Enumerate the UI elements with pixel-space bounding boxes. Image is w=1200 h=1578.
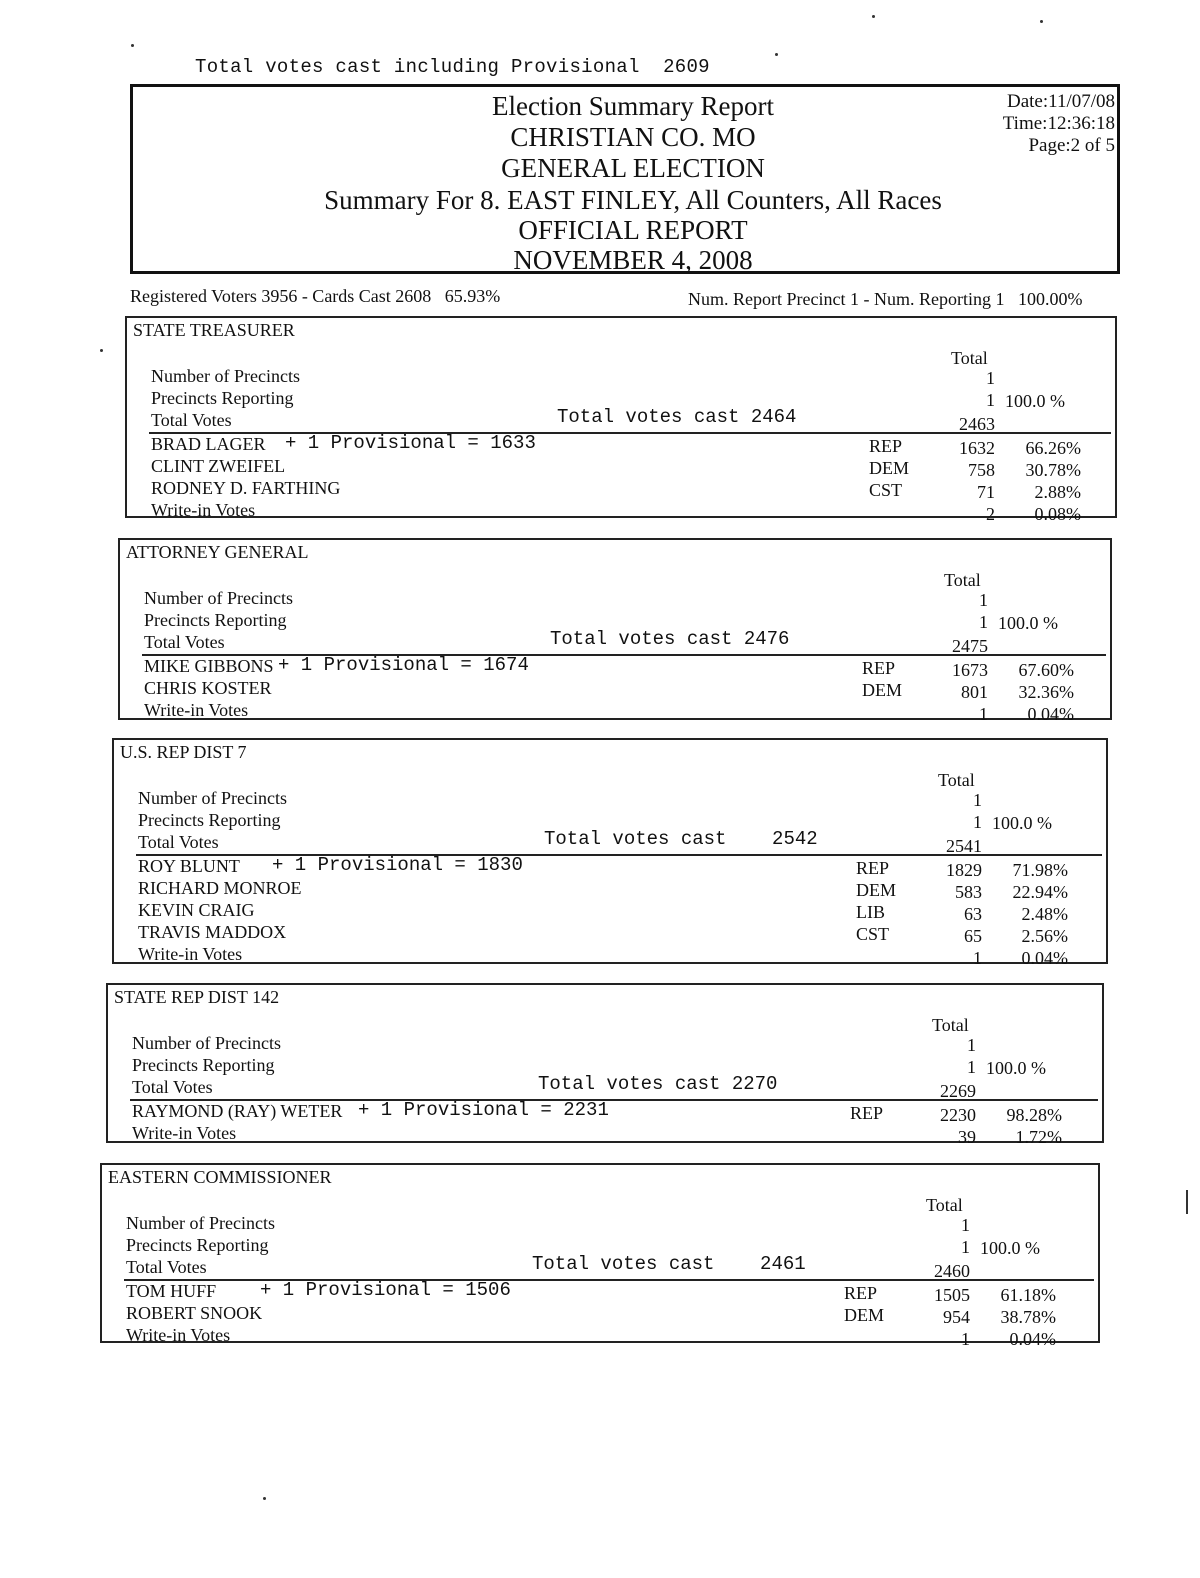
total-votes-cast-note: Total votes cast 2464 bbox=[557, 406, 797, 428]
candidate-votes: 1632 bbox=[959, 438, 995, 458]
precincts-reporting-value: 1 bbox=[973, 812, 982, 832]
num-precincts-value: 1 bbox=[961, 1215, 970, 1235]
precincts-reporting-label: Precincts Reporting bbox=[132, 1055, 275, 1075]
candidate-party: DEM bbox=[856, 880, 896, 900]
race-title: STATE REP DIST 142 bbox=[114, 987, 280, 1007]
candidate-party: REP bbox=[850, 1103, 884, 1123]
total-votes-cast-note: Total votes cast 2461 bbox=[532, 1253, 806, 1275]
candidate-votes: 1 bbox=[973, 948, 982, 968]
race-title: STATE TREASURER bbox=[133, 320, 295, 340]
candidate-votes: 2230 bbox=[940, 1105, 976, 1125]
candidate-name: MIKE GIBBONS bbox=[144, 656, 274, 676]
total-votes-label: Total Votes bbox=[144, 632, 225, 652]
candidate-votes: 71 bbox=[977, 482, 995, 502]
candidate-party: REP bbox=[844, 1283, 878, 1303]
candidate-percent: 2.56% bbox=[1021, 926, 1068, 946]
candidate-name: CLINT ZWEIFEL bbox=[151, 456, 286, 476]
num-precincts-label: Number of Precincts bbox=[126, 1213, 275, 1233]
candidate-percent: 2.88% bbox=[1034, 482, 1081, 502]
county-name: CHRISTIAN CO. MO bbox=[510, 122, 756, 152]
candidate-name: BRAD LAGER bbox=[151, 434, 266, 454]
candidate-percent: 0.04% bbox=[1009, 1329, 1056, 1349]
candidate-name: ROBERT SNOOK bbox=[126, 1303, 263, 1323]
candidate-percent: 0.04% bbox=[1021, 948, 1068, 968]
scan-speck bbox=[872, 15, 875, 18]
race-box bbox=[112, 738, 1108, 968]
candidate-name: RICHARD MONROE bbox=[138, 878, 302, 898]
candidate-party: REP bbox=[862, 658, 896, 678]
precincts-reporting-value: 1 bbox=[986, 390, 995, 410]
total-votes-value: 2541 bbox=[946, 836, 982, 856]
scan-speck bbox=[1186, 1190, 1188, 1214]
num-precincts-label: Number of Precincts bbox=[138, 788, 287, 808]
candidate-percent: 1.72% bbox=[1015, 1127, 1062, 1147]
candidate-percent: 30.78% bbox=[1025, 460, 1081, 480]
candidate-name: TOM HUFF bbox=[126, 1281, 217, 1301]
total-votes-label: Total Votes bbox=[132, 1077, 213, 1097]
total-votes-value: 2475 bbox=[952, 636, 988, 656]
precincts-reporting-label: Precincts Reporting bbox=[138, 810, 281, 830]
candidate-percent: 22.94% bbox=[1012, 882, 1068, 902]
report-title: Election Summary Report bbox=[492, 91, 774, 121]
candidate-name: KEVIN CRAIG bbox=[138, 900, 255, 920]
reporting-line bbox=[688, 289, 1082, 310]
scan-speck bbox=[775, 53, 778, 56]
num-precincts-value: 1 bbox=[967, 1035, 976, 1055]
candidate-name: CHRIS KOSTER bbox=[144, 678, 272, 698]
total-votes-cast-note: Total votes cast 2476 bbox=[550, 628, 790, 650]
candidate-percent: 98.28% bbox=[1006, 1105, 1062, 1125]
total-column-header: Total bbox=[926, 1195, 963, 1215]
candidate-party: CST bbox=[869, 480, 903, 500]
candidate-name: ROY BLUNT bbox=[138, 856, 240, 876]
total-votes-value: 2460 bbox=[934, 1261, 970, 1281]
precincts-reporting-value: 1 bbox=[979, 612, 988, 632]
candidate-name: RODNEY D. FARTHING bbox=[151, 478, 341, 498]
candidate-name: TRAVIS MADDOX bbox=[138, 922, 287, 942]
registered-voters-line: Registered Voters 3956 - Cards Cast 2608 65.93% bbox=[130, 286, 501, 306]
race-box bbox=[118, 538, 1112, 724]
precincts-reporting-value: 1 bbox=[961, 1237, 970, 1257]
candidate-party: REP bbox=[869, 436, 903, 456]
num-precincts-label: Number of Precincts bbox=[144, 588, 293, 608]
total-votes-note-value: 2609 bbox=[663, 56, 710, 78]
race-box bbox=[106, 983, 1104, 1147]
total-column-header: Total bbox=[951, 348, 988, 368]
precincts-reporting-label: Precincts Reporting bbox=[126, 1235, 269, 1255]
num-precincts-label: Number of Precincts bbox=[132, 1033, 281, 1053]
candidate-party: DEM bbox=[862, 680, 902, 700]
num-precincts-value: 1 bbox=[986, 368, 995, 388]
candidate-percent: 0.08% bbox=[1034, 504, 1081, 524]
race-box bbox=[100, 1163, 1100, 1349]
num-precincts-value: 1 bbox=[973, 790, 982, 810]
candidate-votes: 1 bbox=[979, 704, 988, 724]
total-votes-label: Total Votes bbox=[138, 832, 219, 852]
candidate-name: Write-in Votes bbox=[151, 500, 256, 520]
candidate-percent: 2.48% bbox=[1021, 904, 1068, 924]
candidate-party: DEM bbox=[869, 458, 909, 478]
candidate-percent: 0.04% bbox=[1027, 704, 1074, 724]
precincts-reporting-label: Precincts Reporting bbox=[151, 388, 294, 408]
candidate-votes: 1829 bbox=[946, 860, 982, 880]
total-votes-value: 2463 bbox=[959, 414, 995, 434]
candidate-name: Write-in Votes bbox=[144, 700, 249, 720]
candidate-votes: 954 bbox=[943, 1307, 970, 1327]
candidate-votes: 63 bbox=[964, 904, 982, 924]
race-title: U.S. REP DIST 7 bbox=[120, 742, 247, 762]
summary-line: Summary For 8. EAST FINLEY, All Counters, All Races bbox=[324, 185, 942, 215]
candidate-party: REP bbox=[856, 858, 890, 878]
precincts-reporting-value: 1 bbox=[967, 1057, 976, 1077]
reporting-text: Num. Report Precinct 1 - Num. Reporting 1 bbox=[688, 289, 1005, 309]
scan-speck bbox=[263, 1497, 266, 1500]
race-title: ATTORNEY GENERAL bbox=[126, 542, 309, 562]
candidate-votes: 801 bbox=[961, 682, 988, 702]
provisional-note: + 1 Provisional = 1506 bbox=[260, 1279, 511, 1301]
percent-reporting: 100.0 % bbox=[980, 1238, 1040, 1258]
num-precincts-label: Number of Precincts bbox=[151, 366, 300, 386]
provisional-note: + 1 Provisional = 1633 bbox=[285, 432, 536, 454]
candidate-votes: 583 bbox=[955, 882, 982, 902]
report-meta bbox=[1003, 91, 1115, 157]
scan-speck bbox=[1040, 20, 1043, 23]
candidate-votes: 1673 bbox=[952, 660, 988, 680]
percent-reporting: 100.0 % bbox=[986, 1058, 1046, 1078]
scan-speck bbox=[131, 44, 134, 47]
scan-speck bbox=[100, 349, 103, 352]
total-votes-note bbox=[195, 56, 710, 78]
total-votes-cast-note: Total votes cast 2542 bbox=[544, 828, 818, 850]
total-column-header: Total bbox=[944, 570, 981, 590]
candidate-percent: 67.60% bbox=[1018, 660, 1074, 680]
race-box bbox=[125, 316, 1117, 524]
candidate-votes: 758 bbox=[968, 460, 995, 480]
total-votes-note-label: Total votes cast including Provisional bbox=[195, 56, 640, 78]
report-page: Page:2 of 5 bbox=[1028, 135, 1115, 156]
candidate-percent: 32.36% bbox=[1018, 682, 1074, 702]
reporting-percent: 100.00% bbox=[1017, 289, 1083, 309]
candidate-votes: 1 bbox=[961, 1329, 970, 1349]
report-time: Time:12:36:18 bbox=[1002, 113, 1115, 134]
candidate-name: Write-in Votes bbox=[126, 1325, 231, 1345]
report-date: Date:11/07/08 bbox=[1007, 91, 1115, 112]
percent-reporting: 100.0 % bbox=[992, 813, 1052, 833]
election-date: NOVEMBER 4, 2008 bbox=[513, 245, 753, 275]
provisional-note: + 1 Provisional = 2231 bbox=[358, 1099, 609, 1121]
total-votes-cast-note: Total votes cast 2270 bbox=[538, 1073, 778, 1095]
candidate-votes: 1505 bbox=[934, 1285, 970, 1305]
candidate-party: LIB bbox=[856, 902, 885, 922]
candidate-name: RAYMOND (RAY) WETER bbox=[132, 1101, 343, 1121]
election-name: GENERAL ELECTION bbox=[501, 153, 765, 183]
candidate-party: DEM bbox=[844, 1305, 884, 1325]
provisional-note: + 1 Provisional = 1674 bbox=[278, 654, 529, 676]
num-precincts-value: 1 bbox=[979, 590, 988, 610]
candidate-percent: 71.98% bbox=[1012, 860, 1068, 880]
candidate-votes: 2 bbox=[986, 504, 995, 524]
race-title: EASTERN COMMISSIONER bbox=[108, 1167, 332, 1187]
candidate-name: Write-in Votes bbox=[138, 944, 243, 964]
candidate-name: Write-in Votes bbox=[132, 1123, 237, 1143]
candidate-votes: 65 bbox=[964, 926, 982, 946]
candidate-votes: 39 bbox=[958, 1127, 976, 1147]
total-votes-label: Total Votes bbox=[151, 410, 232, 430]
percent-reporting: 100.0 % bbox=[1005, 391, 1065, 411]
total-column-header: Total bbox=[938, 770, 975, 790]
total-votes-value: 2269 bbox=[940, 1081, 976, 1101]
total-votes-label: Total Votes bbox=[126, 1257, 207, 1277]
candidate-percent: 38.78% bbox=[1000, 1307, 1056, 1327]
candidate-percent: 66.26% bbox=[1025, 438, 1081, 458]
report-header bbox=[130, 84, 1120, 274]
percent-reporting: 100.0 % bbox=[998, 613, 1058, 633]
candidate-percent: 61.18% bbox=[1000, 1285, 1056, 1305]
total-column-header: Total bbox=[932, 1015, 969, 1035]
official-report-line: OFFICIAL REPORT bbox=[518, 215, 748, 245]
provisional-note: + 1 Provisional = 1830 bbox=[272, 854, 523, 876]
precincts-reporting-label: Precincts Reporting bbox=[144, 610, 287, 630]
candidate-party: CST bbox=[856, 924, 890, 944]
